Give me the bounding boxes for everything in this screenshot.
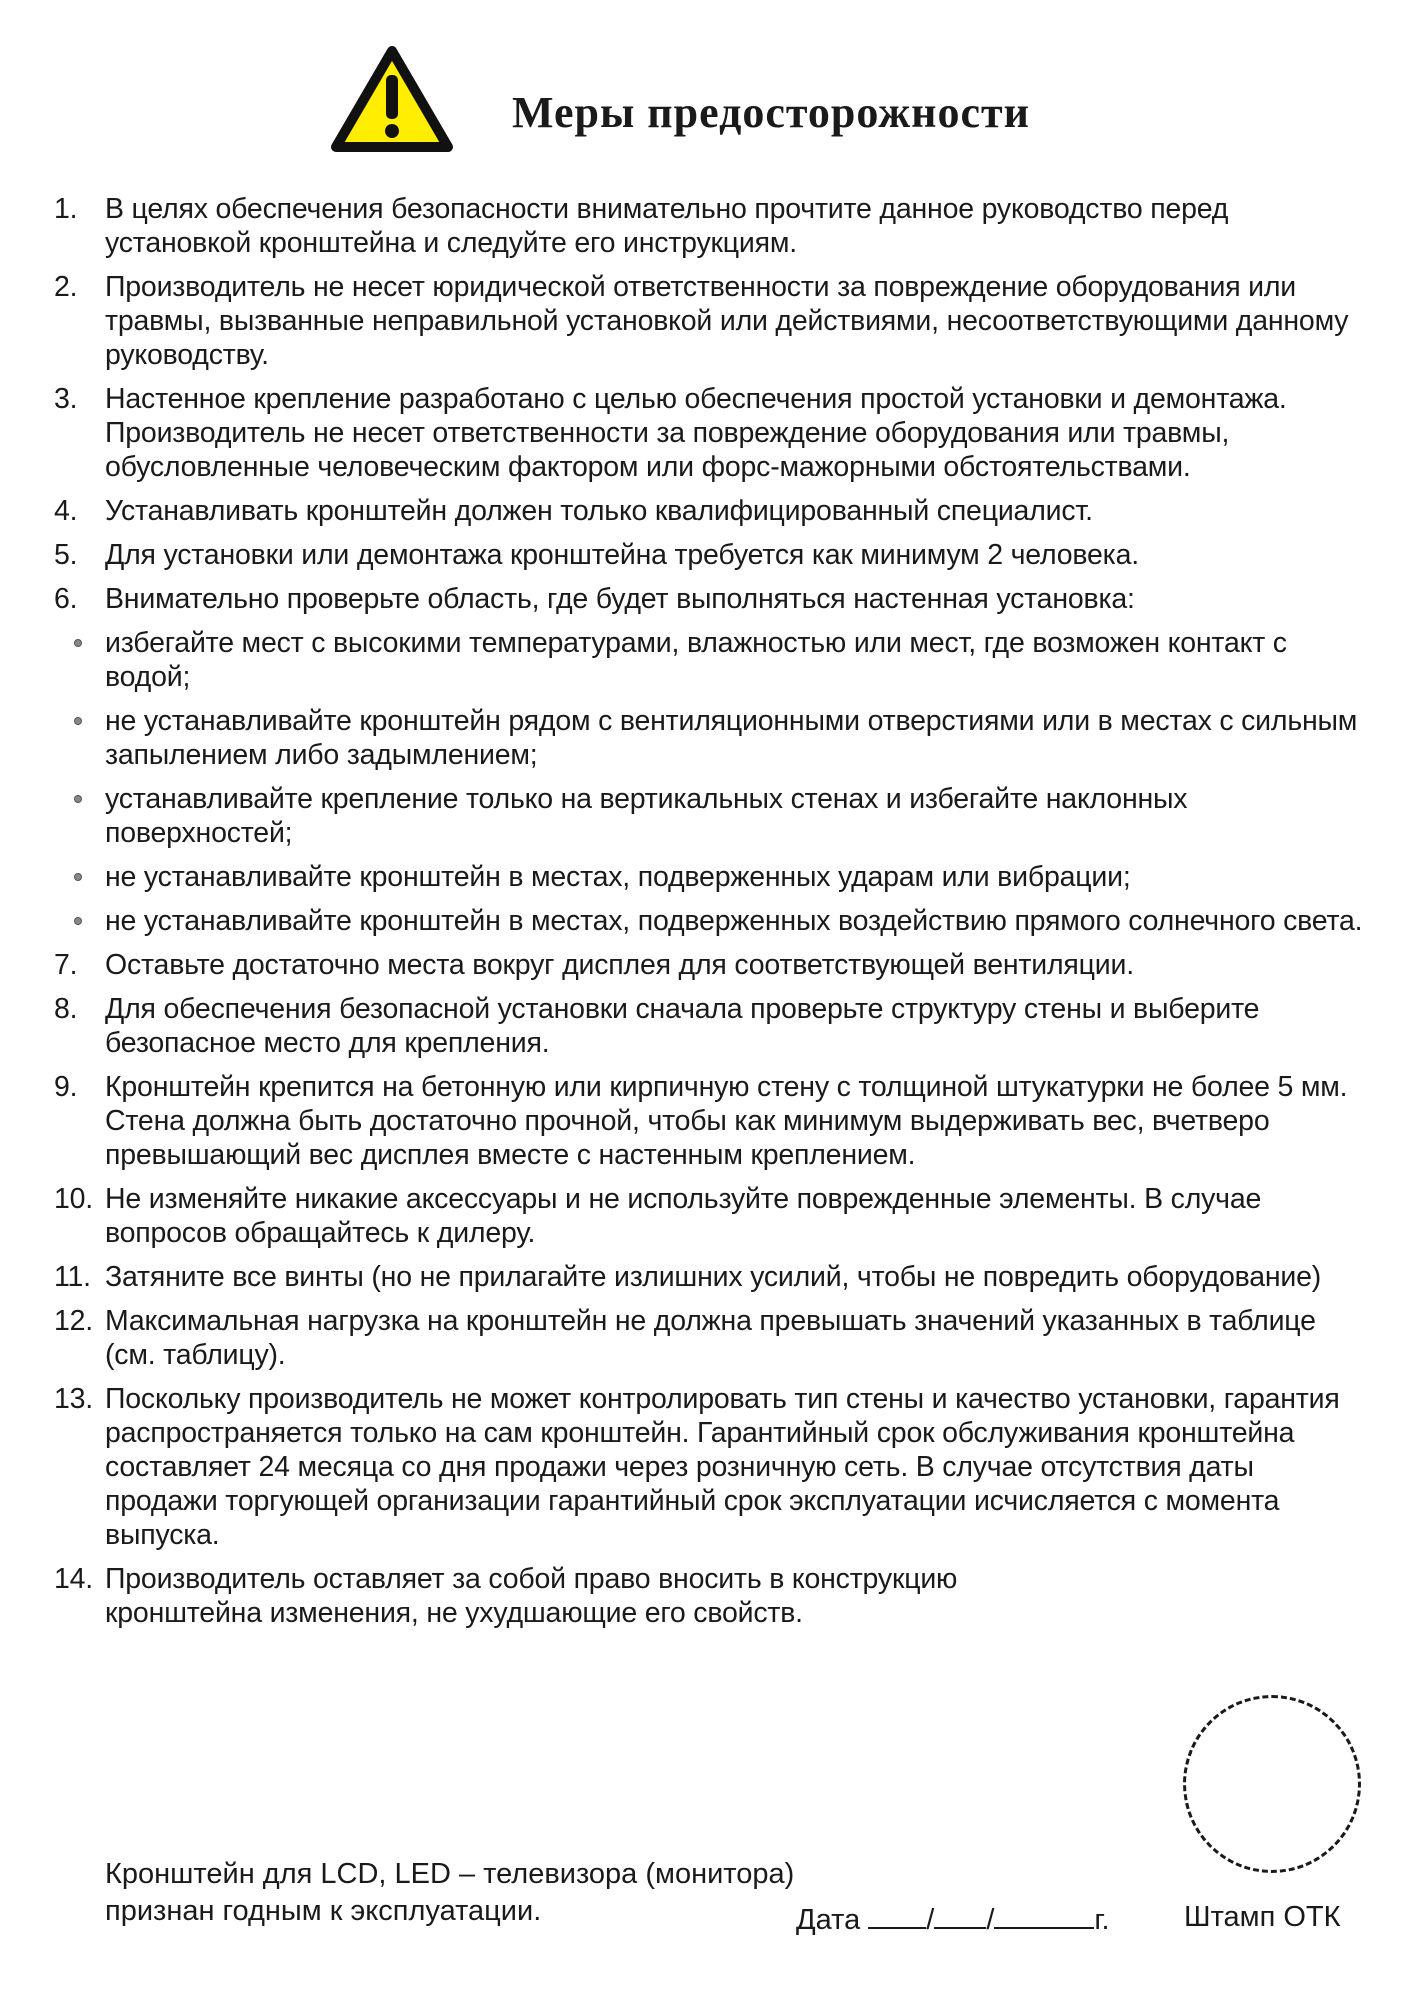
sub-list-item — [54, 860, 1364, 894]
list-item — [54, 382, 1364, 484]
warning-triangle-icon — [330, 45, 454, 155]
date-field — [796, 1901, 1110, 1937]
list-item — [54, 192, 1364, 260]
header — [330, 45, 1130, 165]
list-item — [54, 582, 1364, 616]
item-number: 8. — [54, 993, 78, 1025]
date-label: Дата — [796, 1904, 861, 1936]
sub-list-item — [54, 704, 1364, 772]
acceptance-text — [105, 1856, 794, 1930]
date-separator: / — [926, 1904, 935, 1936]
item-text: Для обеспечения безопасной установки сначала проверьте структуру стены и выберите безопасное место для крепления. — [105, 993, 1260, 1059]
bullet-icon — [74, 639, 82, 647]
sub-item-text: устанавливайте крепление только на вертикальных стенах и избегайте наклонных поверхностей; — [105, 783, 1188, 849]
year-suffix: г. — [1094, 1904, 1110, 1936]
item-number: 4. — [54, 495, 78, 527]
list-item — [54, 1562, 1105, 1630]
item-text: Настенное крепление разработано с целью обеспечения простой установки и демонтажа. Производитель не несет ответственности за повреждение оборудования или травмы, обусловленные человеческим фактором или форс-мажорными обстоятельствами. — [105, 383, 1287, 483]
item-number: 6. — [54, 583, 78, 615]
sub-item-text: не устанавливайте кронштейн в местах, подверженных ударам или вибрации; — [105, 861, 1131, 893]
item-number: 3. — [54, 383, 78, 415]
sub-list-item — [54, 904, 1364, 938]
acceptance-line-2: признан годным к эксплуатации. — [105, 1895, 542, 1927]
precautions-list — [54, 192, 1364, 1640]
item-number: 7. — [54, 949, 78, 981]
stamp-label: Штамп ОТК — [1184, 1901, 1341, 1933]
bullet-icon — [74, 873, 82, 881]
item-number: 11. — [54, 1261, 91, 1293]
item-text: Максимальная нагрузка на кронштейн не должна превышать значений указанных в таблице (см. таблицу). — [105, 1305, 1316, 1371]
sub-item-text: не устанавливайте кронштейн в местах, подверженных воздействию прямого солнечного света. — [105, 905, 1363, 937]
list-item — [54, 1304, 1364, 1372]
item-text: Затяните все винты (но не прилагайте излишних усилий, чтобы не повредить оборудование) — [105, 1261, 1322, 1293]
item-text: Для установки или демонтажа кронштейна требуется как минимум 2 человека. — [105, 539, 1139, 571]
sub-list-item — [54, 626, 1364, 694]
item-text: Производитель оставляет за собой право вносить в конструкцию кронштейна изменения, не ухудшающие его свойств. — [105, 1563, 958, 1629]
item-number: 2. — [54, 271, 78, 303]
list-item — [54, 1182, 1364, 1250]
bullet-icon — [74, 795, 82, 803]
month-blank[interactable] — [934, 1901, 986, 1929]
item-text: Производитель не несет юридической ответственности за повреждение оборудования или травмы, вызванные неправильной установкой или действиями, несоответствующими данному руководству. — [105, 271, 1349, 371]
sub-list-item — [54, 782, 1364, 850]
item-number: 5. — [54, 539, 78, 571]
list-item — [54, 1260, 1364, 1294]
list-item — [54, 948, 1364, 982]
list-item — [54, 1382, 1364, 1552]
item-text: Внимательно проверьте область, где будет выполняться настенная установка: — [105, 583, 1135, 615]
date-separator: / — [986, 1904, 995, 1936]
item-text: Оставьте достаточно места вокруг дисплея для соответствующей вентиляции. — [105, 949, 1134, 981]
item-number: 12. — [54, 1305, 94, 1337]
item-number: 9. — [54, 1071, 78, 1103]
item-text: В целях обеспечения безопасности внимательно прочтите данное руководство перед установкой кронштейна и следуйте его инструкциям. — [105, 193, 1229, 259]
list-item — [54, 1070, 1364, 1172]
page-title: Меры предосторожности — [512, 88, 1031, 137]
year-blank[interactable] — [994, 1901, 1094, 1929]
sub-item-text: избегайте мест с высокими температурами, влажностью или мест, где возможен контакт с водой; — [105, 627, 1287, 693]
list-item — [54, 270, 1364, 372]
sub-item-text: не устанавливайте кронштейн рядом с вентиляционными отверстиями или в местах с сильным запылением либо задымлением; — [105, 705, 1358, 771]
day-blank[interactable] — [868, 1901, 926, 1929]
item-text: Кронштейн крепится на бетонную или кирпичную стену с толщиной штукатурки не более 5 мм. Стена должна быть достаточно прочной, чтобы как минимум выдерживать вес, вчетверо превышающий вес дисплея вместе с настенным креплением. — [105, 1071, 1348, 1171]
item-text: Поскольку производитель не может контролировать тип стены и качество установки, гарантия распространяется только на сам кронштейн. Гарантийный срок обслуживания кронштейна составляет 24 месяца со дня продажи через розничную сеть. В случае отсутствия даты продажи торгующей организации гарантийный срок эксплуатации исчисляется с момента выпуска. — [105, 1383, 1340, 1551]
bullet-icon — [74, 717, 82, 725]
item-number: 13. — [54, 1383, 94, 1415]
item-number: 14. — [54, 1563, 94, 1595]
item-number: 1. — [54, 193, 78, 225]
item-text: Устанавливать кронштейн должен только квалифицированный специалист. — [105, 495, 1093, 527]
list-item — [54, 538, 1364, 572]
acceptance-line-1: Кронштейн для LCD, LED – телевизора (монитора) — [105, 1858, 795, 1890]
stamp-area — [1183, 1695, 1361, 1873]
bullet-icon — [74, 917, 82, 925]
item-text: Не изменяйте никакие аксессуары и не используйте поврежденные элементы. В случае вопросов обращайтесь к дилеру. — [105, 1183, 1262, 1249]
item-number: 10. — [54, 1183, 94, 1215]
list-item — [54, 494, 1364, 528]
list-item — [54, 992, 1364, 1060]
